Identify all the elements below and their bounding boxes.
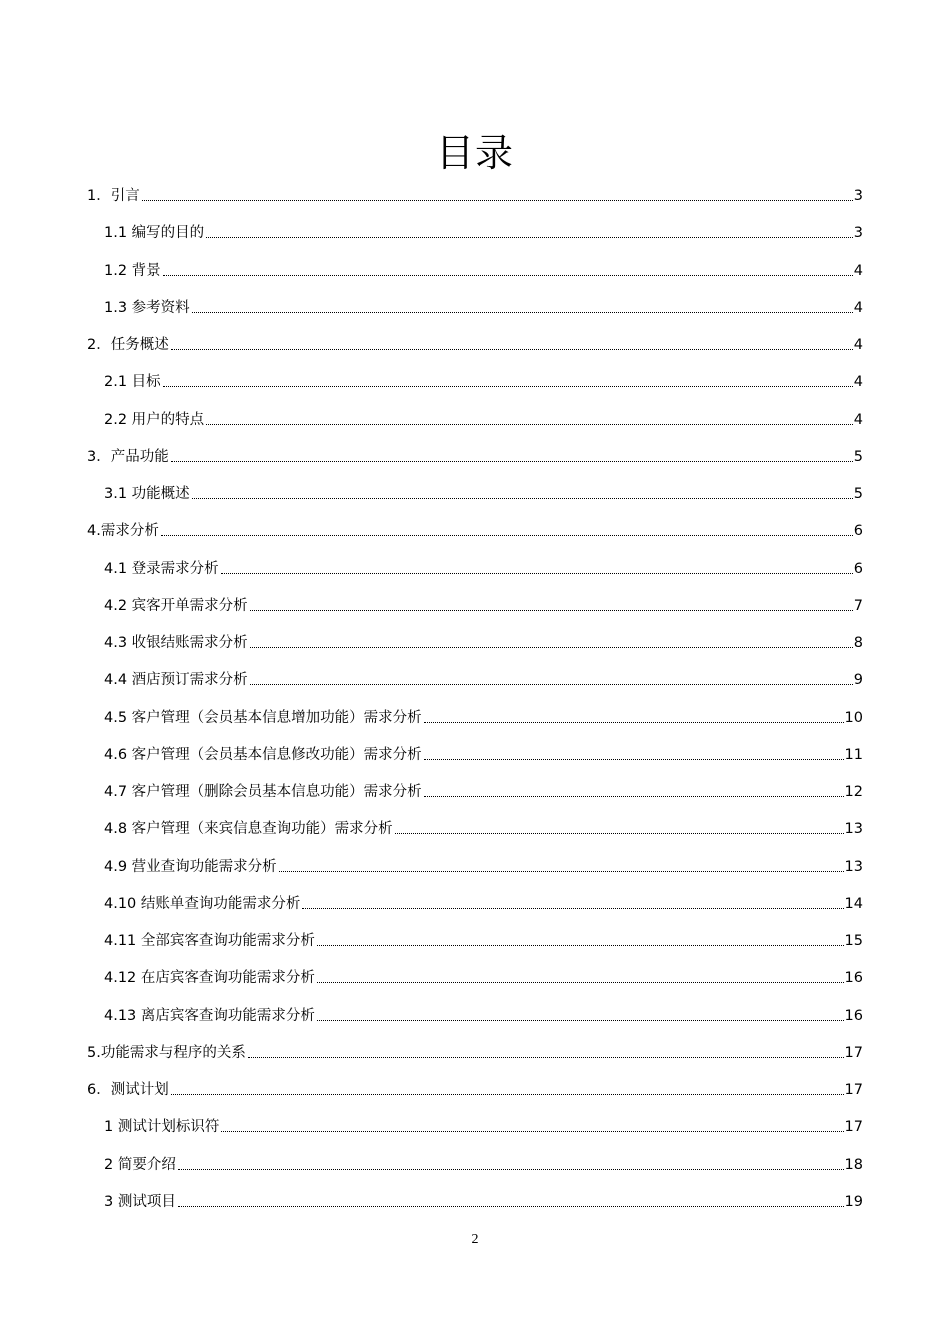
toc-subsection-entry[interactable] [104,1002,863,1026]
toc-entry-label: 3．产品功能 [87,448,169,465]
toc-entry-label: 4.10 结账单查询功能需求分析 [104,895,301,912]
toc-entry-page: 18 [844,1156,863,1173]
toc-subsection-entry[interactable] [104,219,863,243]
toc-entry-page: 17 [844,1119,863,1136]
toc-entry-page: 17 [844,1044,863,1061]
toc-dot-leader [221,1111,843,1132]
toc-entry-page: 10 [844,709,863,726]
toc-dot-leader [317,925,844,946]
toc-subsection-entry[interactable] [104,704,863,728]
toc-dot-leader [250,590,853,611]
toc-dot-leader [250,627,853,648]
toc-subsection-entry[interactable] [104,257,863,281]
toc-subsection-entry[interactable] [104,964,863,988]
toc-dot-leader [395,813,844,834]
toc-entry-label: 4.6 客户管理（会员基本信息修改功能）需求分析 [104,746,422,763]
toc-entry-page: 17 [844,1082,863,1098]
toc-dot-leader [206,404,853,425]
toc-subsection-entry[interactable] [104,1188,863,1212]
toc-entry-label: 2.2 用户的特点 [104,411,205,428]
toc-dot-leader [163,366,853,387]
toc-entry-label: 4.13 离店宾客查询功能需求分析 [104,1007,315,1024]
toc-entry-label: 4.9 营业查询功能需求分析 [104,858,277,875]
toc-entry-page: 9 [853,672,863,689]
toc-subsection-entry[interactable] [104,1113,863,1137]
toc-subsection-entry[interactable] [104,927,863,951]
toc-subsection-entry[interactable] [104,629,863,653]
toc-entry-label: 6．测试计划 [87,1082,169,1098]
toc-dot-leader [424,776,844,797]
toc-entry-page: 5 [853,448,863,465]
toc-entry-page: 11 [844,746,863,763]
toc-entry-page: 6 [853,560,863,577]
toc-dot-leader [221,553,853,574]
toc-entry-page: 5 [853,486,863,502]
toc-dot-leader [250,664,853,685]
toc-entry-label: 3.1 功能概述 [104,486,190,502]
toc-dot-leader [142,180,853,201]
toc-subsection-entry[interactable] [104,815,863,839]
toc-entry-page: 6 [853,523,863,540]
toc-dot-leader [424,702,844,723]
toc-section-entry[interactable] [87,331,863,355]
toc-entry-page: 13 [844,821,863,838]
toc-dot-leader [424,739,844,760]
toc-entry-page: 7 [853,597,863,614]
toc-entry-page: 4 [853,262,863,279]
toc-entry-label: 4.12 在店宾客查询功能需求分析 [104,970,315,987]
toc-entry-label: 4.8 客户管理（来宾信息查询功能）需求分析 [104,821,393,838]
toc-entry-label: 2 简要介绍 [104,1156,176,1173]
toc-dot-leader [163,255,853,276]
toc-entry-label: 1 测试计划标识符 [104,1119,220,1136]
toc-dot-leader [206,217,853,238]
toc-dot-leader [317,1000,844,1021]
toc-subsection-entry[interactable] [104,480,863,504]
toc-dot-leader [192,478,853,499]
toc-entry-label: 1.3 参考资料 [104,299,190,316]
toc-section-entry[interactable] [87,1076,863,1100]
toc-entry-page: 4 [853,299,863,316]
toc-entry-label: 4.7 客户管理（删除会员基本信息功能）需求分析 [104,784,422,800]
toc-entry-label: 4.11 全部宾客查询功能需求分析 [104,933,315,949]
toc-section-entry[interactable] [87,443,863,467]
toc-dot-leader [248,1037,844,1058]
toc-subsection-entry[interactable] [104,666,863,690]
table-of-contents [0,174,950,1214]
page-title: 目录 [435,131,514,175]
toc-entry-label: 4.1 登录需求分析 [104,560,219,577]
toc-subsection-entry[interactable] [104,592,863,616]
toc-dot-leader [178,1186,844,1207]
toc-dot-leader [178,1149,844,1170]
toc-dot-leader [302,888,843,909]
toc-subsection-entry[interactable] [104,368,863,392]
toc-section-entry[interactable] [87,1039,863,1063]
toc-entry-label: 4.3 收银结账需求分析 [104,635,248,651]
toc-entry-page: 4 [853,337,863,353]
toc-entry-page: 19 [844,1193,863,1210]
toc-entry-label: 3 测试项目 [104,1193,176,1210]
toc-dot-leader [317,962,844,983]
toc-dot-leader [171,329,853,350]
toc-subsection-entry[interactable] [104,1151,863,1175]
toc-subsection-entry[interactable] [104,890,863,914]
toc-entry-page: 16 [844,1007,863,1024]
toc-entry-page: 4 [853,374,863,391]
toc-entry-label: 4.4 酒店预订需求分析 [104,672,248,689]
toc-subsection-entry[interactable] [104,294,863,318]
toc-section-entry[interactable] [87,517,863,541]
toc-entry-page: 4 [853,411,863,428]
toc-entry-page: 15 [844,933,863,949]
page-number: 2 [471,1232,479,1247]
toc-section-entry[interactable] [87,182,863,206]
toc-subsection-entry[interactable] [104,555,863,579]
toc-entry-label: 1．引言 [87,188,140,204]
toc-entry-page: 13 [844,858,863,875]
toc-subsection-entry[interactable] [104,853,863,877]
toc-dot-leader [279,851,844,872]
toc-entry-label: 1.1 编写的目的 [104,225,205,242]
toc-subsection-entry[interactable] [104,778,863,802]
toc-entry-page: 14 [844,895,863,912]
toc-entry-label: 5.功能需求与程序的关系 [87,1044,246,1061]
toc-dot-leader [161,515,853,536]
toc-entry-page: 3 [853,188,863,204]
toc-dot-leader [171,1074,844,1095]
toc-subsection-entry[interactable] [104,741,863,765]
toc-entry-label: 4.需求分析 [87,523,159,540]
toc-entry-label: 2．任务概述 [87,337,169,353]
toc-entry-page: 16 [844,970,863,987]
toc-entry-page: 8 [853,635,863,651]
toc-entry-label: 1.2 背景 [104,262,161,279]
toc-entry-label: 4.2 宾客开单需求分析 [104,597,248,614]
toc-entry-label: 2.1 目标 [104,374,161,391]
toc-dot-leader [171,441,853,462]
toc-subsection-entry[interactable] [104,406,863,430]
toc-entry-page: 3 [853,225,863,242]
toc-dot-leader [192,292,853,313]
toc-entry-page: 12 [844,784,863,800]
toc-entry-label: 4.5 客户管理（会员基本信息增加功能）需求分析 [104,709,422,726]
